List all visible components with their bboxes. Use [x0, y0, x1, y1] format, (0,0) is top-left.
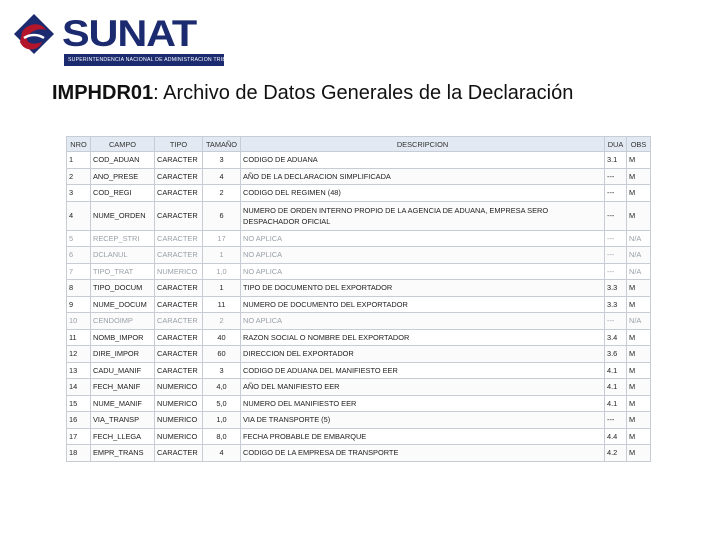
cell-dua: 3.4: [605, 329, 627, 346]
cell-tipo: CARACTER: [155, 346, 203, 363]
table-row: [67, 346, 651, 363]
cell-dua: ---: [605, 313, 627, 330]
table-row: [67, 379, 651, 396]
cell-dua: 4.1: [605, 362, 627, 379]
cell-obs: M: [627, 379, 651, 396]
cell-obs: M: [627, 346, 651, 363]
table-header-row: [67, 137, 651, 152]
cell-tamano: 11: [203, 296, 241, 313]
cell-tipo: CARACTER: [155, 362, 203, 379]
cell-obs: N/A: [627, 313, 651, 330]
table-row: [67, 296, 651, 313]
cell-nro: 9: [67, 296, 91, 313]
cell-descripcion: FECHA PROBABLE DE EMBARQUE: [241, 428, 605, 445]
cell-obs: M: [627, 362, 651, 379]
cell-descripcion: CODIGO DEL REGIMEN (48): [241, 185, 605, 202]
cell-descripcion: NUMERO DE DOCUMENTO DEL EXPORTADOR: [241, 296, 605, 313]
cell-tamano: 4: [203, 445, 241, 462]
cell-descripcion: NUMERO DEL MANIFIESTO EER: [241, 395, 605, 412]
cell-nro: 3: [67, 185, 91, 202]
cell-obs: M: [627, 296, 651, 313]
cell-tipo: NUMERICO: [155, 428, 203, 445]
cell-tipo: CARACTER: [155, 168, 203, 185]
cell-tamano: 60: [203, 346, 241, 363]
cell-tipo: CARACTER: [155, 313, 203, 330]
cell-obs: N/A: [627, 247, 651, 264]
cell-nro: 4: [67, 201, 91, 230]
cell-obs: M: [627, 201, 651, 230]
table-row: [67, 445, 651, 462]
cell-tipo: CARACTER: [155, 152, 203, 169]
table-row: [67, 152, 651, 169]
cell-dua: ---: [605, 412, 627, 429]
cell-nro: 6: [67, 247, 91, 264]
cell-tipo: CARACTER: [155, 201, 203, 230]
column-header-nro: NRO: [67, 137, 91, 152]
page-title: [52, 82, 573, 105]
cell-tamano: 2: [203, 185, 241, 202]
cell-nro: 15: [67, 395, 91, 412]
sunat-logo: [12, 12, 246, 66]
cell-tamano: 1,0: [203, 263, 241, 280]
cell-nro: 5: [67, 230, 91, 247]
cell-dua: ---: [605, 201, 627, 230]
cell-obs: N/A: [627, 263, 651, 280]
cell-tipo: CARACTER: [155, 247, 203, 264]
title-code: IMPHDR01: [52, 82, 154, 104]
cell-campo: NUME_DOCUM: [91, 296, 155, 313]
cell-dua: 4.1: [605, 379, 627, 396]
cell-tamano: 4: [203, 168, 241, 185]
cell-tipo: CARACTER: [155, 280, 203, 297]
cell-dua: ---: [605, 168, 627, 185]
cell-tamano: 8,0: [203, 428, 241, 445]
table-row: [67, 412, 651, 429]
cell-nro: 14: [67, 379, 91, 396]
cell-tamano: 1,0: [203, 412, 241, 429]
cell-dua: ---: [605, 185, 627, 202]
table-row: [67, 428, 651, 445]
cell-campo: COD_REGI: [91, 185, 155, 202]
cell-tamano: 17: [203, 230, 241, 247]
cell-dua: ---: [605, 263, 627, 280]
table-row: [67, 280, 651, 297]
cell-campo: EMPR_TRANS: [91, 445, 155, 462]
cell-descripcion: DIRECCION DEL EXPORTADOR: [241, 346, 605, 363]
cell-campo: FECH_LLEGA: [91, 428, 155, 445]
cell-campo: RECEP_STRI: [91, 230, 155, 247]
column-header-descripcion: DESCRIPCION: [241, 137, 605, 152]
cell-campo: CENDOIMP: [91, 313, 155, 330]
cell-dua: ---: [605, 247, 627, 264]
table-row: [67, 168, 651, 185]
cell-obs: M: [627, 280, 651, 297]
cell-campo: DCLANUL: [91, 247, 155, 264]
cell-descripcion: CODIGO DE LA EMPRESA DE TRANSPORTE: [241, 445, 605, 462]
cell-campo: CADU_MANIF: [91, 362, 155, 379]
cell-nro: 10: [67, 313, 91, 330]
cell-campo: TIPO_TRAT: [91, 263, 155, 280]
cell-dua: 3.1: [605, 152, 627, 169]
cell-nro: 17: [67, 428, 91, 445]
cell-tipo: CARACTER: [155, 329, 203, 346]
cell-dua: 3.6: [605, 346, 627, 363]
cell-descripcion: VIA DE TRANSPORTE (5): [241, 412, 605, 429]
cell-descripcion: RAZON SOCIAL O NOMBRE DEL EXPORTADOR: [241, 329, 605, 346]
cell-tamano: 6: [203, 201, 241, 230]
column-header-dua: DUA: [605, 137, 627, 152]
cell-tipo: NUMERICO: [155, 263, 203, 280]
cell-nro: 12: [67, 346, 91, 363]
cell-obs: M: [627, 395, 651, 412]
brand-name: SUNAT: [62, 13, 197, 54]
cell-tipo: NUMERICO: [155, 395, 203, 412]
cell-dua: 4.1: [605, 395, 627, 412]
table-row: [67, 313, 651, 330]
cell-obs: M: [627, 428, 651, 445]
cell-nro: 8: [67, 280, 91, 297]
cell-descripcion: TIPO DE DOCUMENTO DEL EXPORTADOR: [241, 280, 605, 297]
cell-nro: 16: [67, 412, 91, 429]
cell-nro: 2: [67, 168, 91, 185]
cell-descripcion: CODIGO DE ADUANA DEL MANIFIESTO EER: [241, 362, 605, 379]
cell-tamano: 1: [203, 247, 241, 264]
cell-tamano: 4,0: [203, 379, 241, 396]
cell-campo: NOMB_IMPOR: [91, 329, 155, 346]
cell-dua: 3.3: [605, 280, 627, 297]
cell-tipo: CARACTER: [155, 296, 203, 313]
cell-dua: 4.2: [605, 445, 627, 462]
cell-campo: COD_ADUAN: [91, 152, 155, 169]
cell-tamano: 2: [203, 313, 241, 330]
cell-descripcion: NO APLICA: [241, 263, 605, 280]
column-header-obs: OBS: [627, 137, 651, 152]
table-row: [67, 247, 651, 264]
table-row: [67, 263, 651, 280]
cell-obs: M: [627, 329, 651, 346]
cell-descripcion: NO APLICA: [241, 313, 605, 330]
cell-tamano: 40: [203, 329, 241, 346]
cell-tipo: CARACTER: [155, 445, 203, 462]
title-text: : Archivo de Datos Generales de la Declaración: [153, 82, 574, 104]
cell-campo: TIPO_DOCUM: [91, 280, 155, 297]
table-row: [67, 185, 651, 202]
brand-subtitle: SUPERINTENDENCIA NACIONAL DE ADMINISTRACION TRIBUTARIA: [64, 54, 224, 66]
cell-descripcion: NO APLICA: [241, 247, 605, 264]
table-body: [67, 152, 651, 462]
column-header-campo: CAMPO: [91, 137, 155, 152]
cell-obs: M: [627, 152, 651, 169]
cell-campo: FECH_MANIF: [91, 379, 155, 396]
cell-descripcion: NO APLICA: [241, 230, 605, 247]
cell-tamano: 1: [203, 280, 241, 297]
table-row: [67, 395, 651, 412]
cell-dua: 4.4: [605, 428, 627, 445]
table-row: [67, 230, 651, 247]
cell-obs: M: [627, 185, 651, 202]
fields-table: [66, 136, 650, 462]
table-row: [67, 201, 651, 230]
cell-nro: 13: [67, 362, 91, 379]
column-header-tipo: TIPO: [155, 137, 203, 152]
cell-dua: ---: [605, 230, 627, 247]
cell-dua: 3.3: [605, 296, 627, 313]
column-header-tamano: TAMAÑO: [203, 137, 241, 152]
cell-descripcion: CODIGO DE ADUANA: [241, 152, 605, 169]
cell-tamano: 5,0: [203, 395, 241, 412]
cell-nro: 18: [67, 445, 91, 462]
cell-tipo: NUMERICO: [155, 379, 203, 396]
cell-campo: DIRE_IMPOR: [91, 346, 155, 363]
cell-campo: VIA_TRANSP: [91, 412, 155, 429]
cell-obs: M: [627, 445, 651, 462]
cell-campo: ANO_PRESE: [91, 168, 155, 185]
cell-obs: M: [627, 412, 651, 429]
cell-descripcion: AÑO DEL MANIFIESTO EER: [241, 379, 605, 396]
table-row: [67, 362, 651, 379]
cell-nro: 7: [67, 263, 91, 280]
cell-campo: NUME_ORDEN: [91, 201, 155, 230]
cell-tipo: CARACTER: [155, 185, 203, 202]
cell-campo: NUME_MANIF: [91, 395, 155, 412]
cell-obs: N/A: [627, 230, 651, 247]
cell-tamano: 3: [203, 362, 241, 379]
sunat-emblem-icon: [12, 12, 56, 62]
cell-tamano: 3: [203, 152, 241, 169]
cell-nro: 11: [67, 329, 91, 346]
cell-obs: M: [627, 168, 651, 185]
cell-tipo: NUMERICO: [155, 412, 203, 429]
cell-tipo: CARACTER: [155, 230, 203, 247]
cell-nro: 1: [67, 152, 91, 169]
cell-descripcion: AÑO DE LA DECLARACION SIMPLIFICADA: [241, 168, 605, 185]
cell-descripcion: NUMERO DE ORDEN INTERNO PROPIO DE LA AGENCIA DE ADUANA, EMPRESA SERO DESPACHADOR OFICIAL: [241, 201, 605, 230]
table-row: [67, 329, 651, 346]
